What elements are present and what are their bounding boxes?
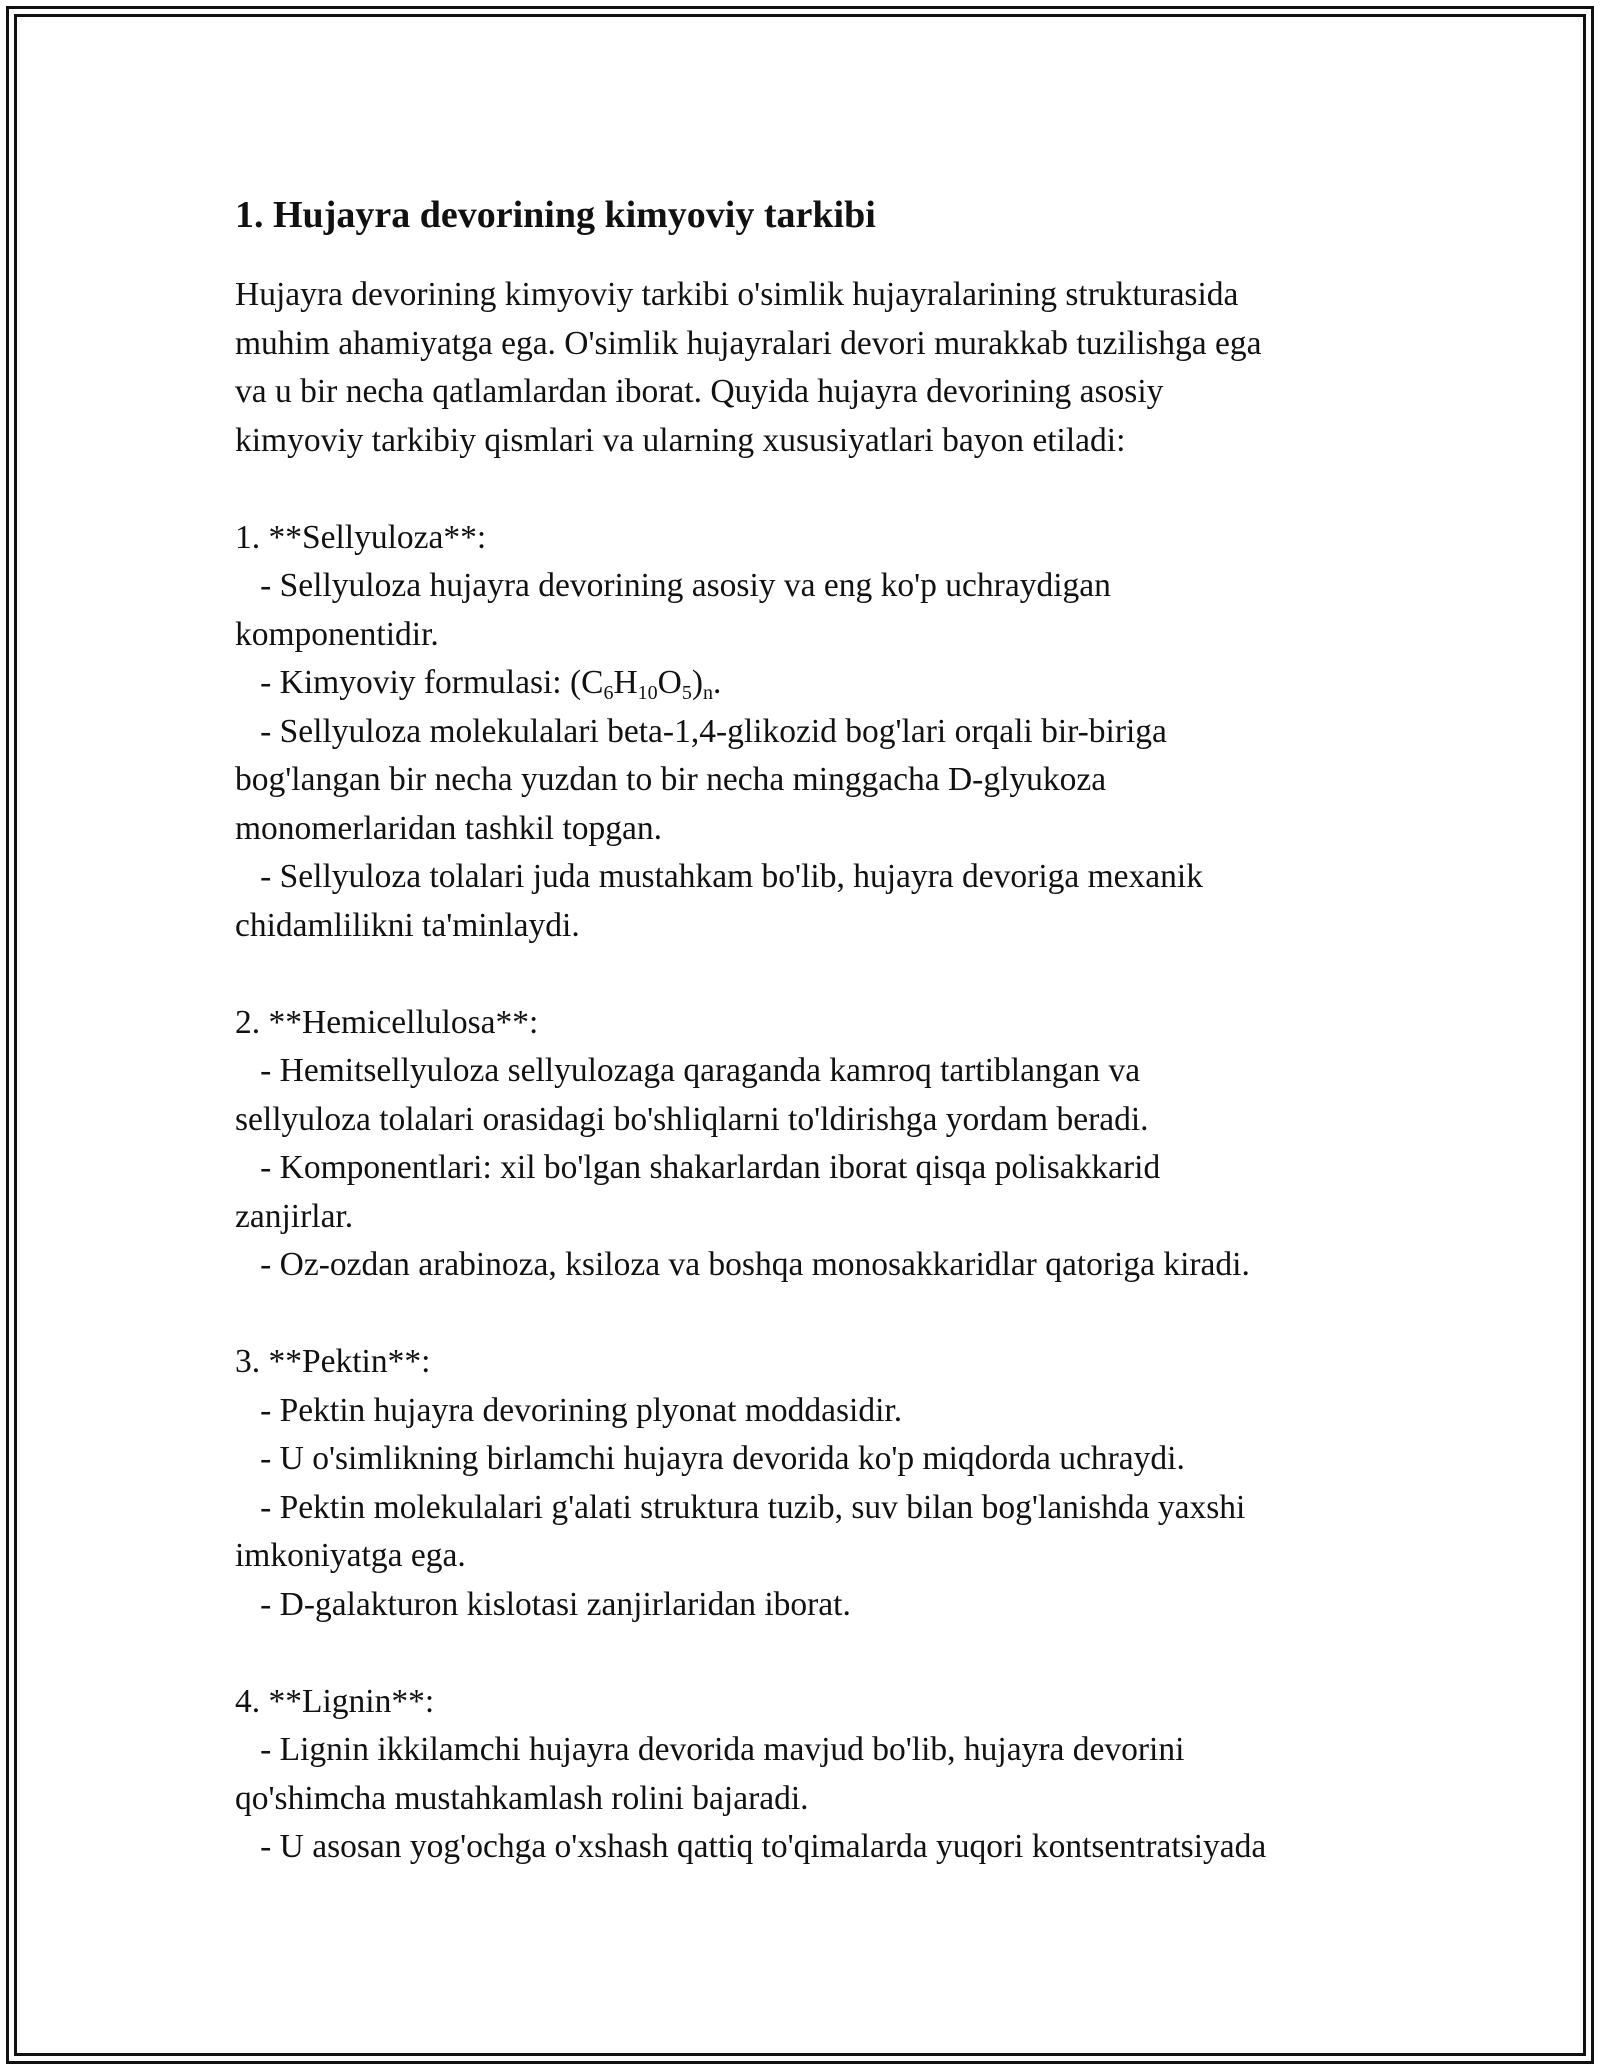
- list-item-line: - Pektin molekulalari g'alati struktura tuzib, suv bilan bog'lanishda yaxshi: [235, 1488, 1246, 1526]
- list-item-line: qo'shimcha mustahkamlash rolini bajaradi.: [235, 1779, 809, 1817]
- list-item-line: - U asosan yog'ochga o'xshash qattiq to'qimalarda yuqori kontsentratsiyada: [235, 1828, 1267, 1865]
- formula-element: O: [657, 664, 682, 701]
- intro-line: va u bir necha qatlamlardan iborat. Quyida hujayra devorining asosiy: [235, 373, 1164, 410]
- blank-line: [235, 950, 1395, 999]
- list-item-line: - Hemitsellyuloza sellyulozaga qaraganda kamroq tartiblangan va: [235, 1052, 1141, 1089]
- blank-line: [235, 1290, 1395, 1339]
- formula-subscript: 5: [681, 682, 692, 704]
- intro-line: kimyoviy tarkibiy qismlari va ularning xususiyatlari bayon etiladi:: [235, 421, 1126, 459]
- list-item-line: - Oz-ozdan arabinoza, ksiloza va boshqa monosakkaridlar qatoriga kiradi.: [235, 1246, 1250, 1283]
- blank-line: [235, 1629, 1395, 1678]
- list-item-line: - Sellyuloza molekulalari beta-1,4-glikozid bog'lari orqali bir-biriga: [235, 712, 1167, 750]
- intro-paragraph: [235, 271, 1395, 465]
- list-item-line: - Sellyuloza tolalari juda mustahkam bo'lib, hujayra devoriga mexanik: [235, 858, 1203, 895]
- list-section-hemicellulosa: [235, 999, 1395, 1290]
- list-item-line: bog'langan bir necha yuzdan to bir necha minggacha D-glyukoza: [235, 761, 1107, 798]
- section-heading: 1. Hujayra devorining kimyoviy tarkibi: [235, 194, 876, 236]
- formula-subscript-n: n: [703, 682, 714, 704]
- list-item-line: imkoniyatga ega.: [235, 1537, 466, 1574]
- section-title: 2. **Hemicellulosa**:: [235, 1003, 539, 1041]
- formula-subscript: 10: [637, 682, 658, 704]
- list-section-sellyuloza: [235, 514, 1395, 951]
- formula-end: .: [713, 664, 722, 701]
- list-item-line: sellyuloza tolalari orasidagi bo'shliqlarni to'ldirishga yordam beradi.: [235, 1100, 1149, 1138]
- intro-line: Hujayra devorining kimyoviy tarkibi o'simlik hujayralarining strukturasida: [235, 276, 1239, 313]
- list-item-line: zanjirlar.: [235, 1197, 354, 1235]
- list-item-line: chidamlilikni ta'minlaydi.: [235, 906, 580, 944]
- list-section-lignin: [235, 1678, 1395, 1872]
- formula-subscript: 6: [603, 682, 614, 704]
- list-item-line: - Komponentlari: xil bo'lgan shakarlardan iborat qisqa polisakkarid: [235, 1149, 1161, 1186]
- formula-prefix: - Kimyoviy formulasi: (C: [235, 664, 604, 701]
- section-title: 1. **Sellyuloza**:: [235, 518, 487, 556]
- intro-line: muhim ahamiyatga ega. O'simlik hujayralari devori murakkab tuzilishga ega: [235, 324, 1262, 362]
- section-title: 3. **Pektin**:: [235, 1343, 431, 1380]
- formula-line: [235, 659, 1395, 708]
- list-item-line: - U o'simlikning birlamchi hujayra devorida ko'p miqdorda uchraydi.: [235, 1440, 1185, 1477]
- list-item-line: komponentidir.: [235, 615, 439, 653]
- list-item-line: - Pektin hujayra devorining plyonat moddasidir.: [235, 1391, 903, 1429]
- blank-line: [235, 465, 1395, 514]
- formula-close: ): [691, 664, 704, 701]
- list-item-line: monomerlaridan tashkil topgan.: [235, 809, 663, 847]
- list-item-line: - Sellyuloza hujayra devorining asosiy va eng ko'p uchraydigan: [235, 567, 1111, 604]
- list-section-pektin: [235, 1338, 1395, 1629]
- section-title: 4. **Lignin**:: [235, 1682, 435, 1720]
- document-body: [235, 185, 1395, 1872]
- list-item-line: - D-galakturon kislotasi zanjirlaridan iborat.: [235, 1585, 851, 1623]
- list-item-line: - Lignin ikkilamchi hujayra devorida mavjud bo'lib, hujayra devorini: [235, 1731, 1185, 1768]
- formula-element: H: [613, 664, 638, 701]
